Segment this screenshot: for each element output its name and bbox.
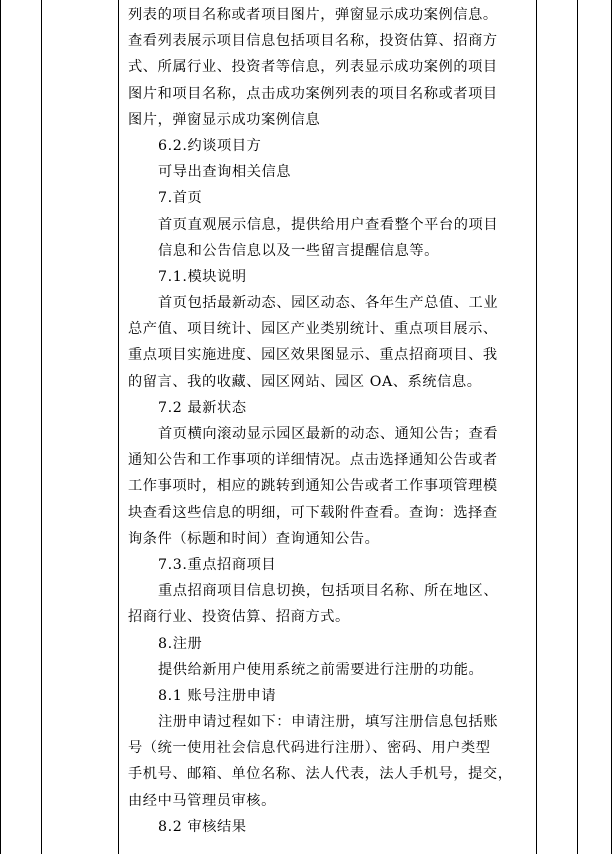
text-line: 查看列表展示项目信息包括项目名称，投资估算、招商方	[128, 33, 498, 50]
section-heading	[128, 185, 528, 211]
text-line: 图片和项目名称，点击成功案例列表的项目名称或者项目	[128, 85, 498, 102]
text-line: 7.首页	[158, 190, 203, 207]
text-line: 可导出查询相关信息	[158, 164, 292, 181]
text-line: 号（统一使用社会信息代码进行注册）、密码、用户类型	[128, 740, 491, 757]
paragraph	[128, 421, 528, 552]
text-line: 首页直观展示信息，提供给用户查看整个平台的项目	[158, 216, 499, 233]
paragraph	[128, 212, 528, 264]
text-line: 由经中马管理员审核。	[128, 792, 276, 809]
section-heading	[128, 133, 528, 159]
text-line: 提供给新用户使用系统之前需要进行注册的功能。	[158, 661, 484, 678]
paragraph	[128, 578, 528, 630]
text-line: 通知公告和工作事项的详细情况。点击选择通知公告或者	[128, 452, 498, 469]
text-line: 信息和公告信息以及一些留言提醒信息等。	[158, 242, 439, 259]
text-line: 列表的项目名称或者项目图片，弹窗显示成功案例信息。	[128, 7, 498, 23]
section-heading	[128, 631, 528, 657]
paragraph	[128, 159, 528, 185]
text-line: 首页包括最新动态、园区动态、各年生产总值、工业	[158, 295, 499, 312]
text-line: 首页横向滚动显示园区最新的动态、通知公告；查看	[158, 426, 499, 442]
table-column-divider-3	[536, 0, 537, 854]
section-heading	[128, 264, 528, 290]
text-line: 注册申请过程如下：申请注册，填写注册信息包括账	[158, 714, 499, 731]
text-line: 招商行业、投资估算、招商方式。	[128, 609, 350, 626]
section-heading	[128, 552, 528, 578]
table-column-divider-1	[41, 0, 42, 854]
text-line: 图片，弹窗显示成功案例信息	[128, 111, 321, 128]
text-line: 工作事项时，相应的跳转到通知公告或者工作事项管理模	[128, 478, 498, 495]
text-line: 6.2.约谈项目方	[158, 137, 262, 154]
section-heading	[128, 395, 528, 421]
table-column-divider-4	[577, 0, 578, 854]
text-line: 重点招商项目信息切换，包括项目名称、所在地区、	[158, 583, 499, 600]
document-text-cell	[128, 0, 528, 840]
text-line: 的留言、我的收藏、园区网站、园区 OA、系统信息。	[128, 373, 482, 390]
paragraph	[128, 709, 528, 814]
text-line: 式、所属行业、投资者等信息，列表显示成功案例的项目	[128, 59, 498, 76]
paragraph	[128, 657, 528, 683]
text-line: 手机号、邮箱、单位名称、法人代表，法人手机号，提交，	[128, 766, 513, 783]
text-line: 7.2 最新状态	[158, 399, 247, 416]
text-line: 8.2 审核结果	[158, 818, 247, 835]
text-line: 询条件（标题和时间）查询通知公告。	[128, 530, 380, 547]
text-line: 7.1.模块说明	[158, 268, 247, 285]
text-line: 8.注册	[158, 635, 203, 652]
paragraph	[128, 290, 528, 395]
paragraph	[128, 2, 528, 133]
text-line: 7.3.重点招商项目	[158, 556, 277, 573]
text-line: 块查看这些信息的明细，可下载附件查看。查询：选择查	[128, 504, 498, 521]
table-border-left	[0, 0, 1, 854]
text-line: 8.1 账号注册申请	[158, 687, 277, 704]
section-heading	[128, 814, 528, 840]
text-line: 总产值、项目统计、园区产业类别统计、重点项目展示、	[128, 321, 498, 338]
section-heading	[128, 683, 528, 709]
text-line: 重点项目实施进度、园区效果图显示、重点招商项目、我	[128, 347, 498, 364]
table-column-divider-2	[118, 0, 119, 854]
